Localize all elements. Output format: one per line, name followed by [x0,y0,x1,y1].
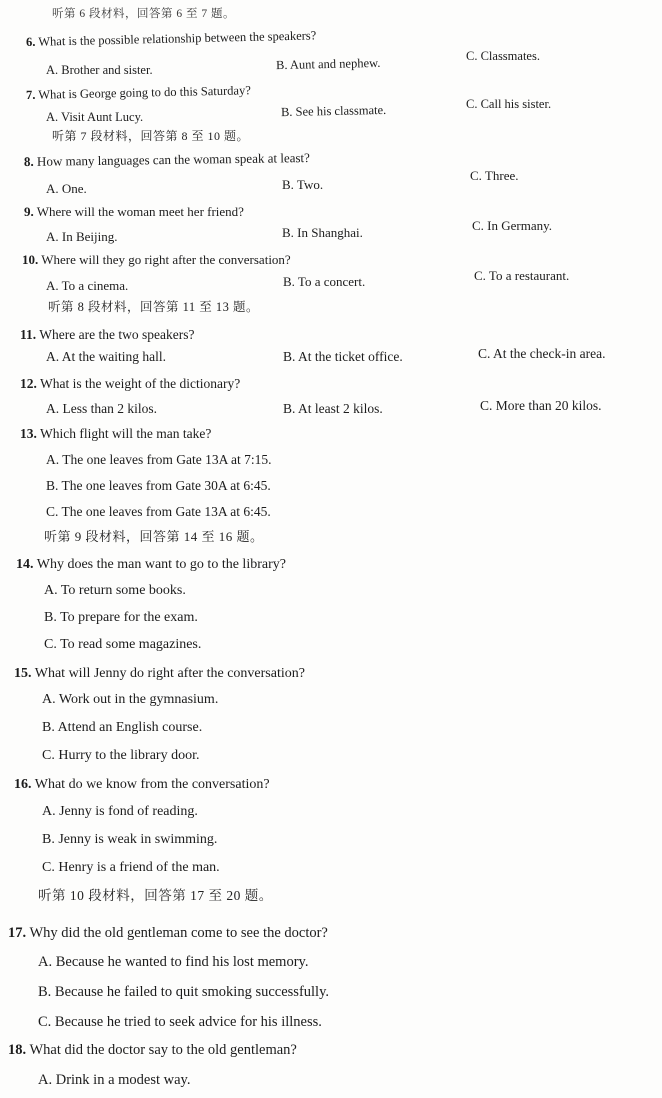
option-a: A. The one leaves from Gate 13A at 7:15. [46,452,272,467]
option-c: C. Three. [470,168,519,183]
question-9 [24,204,244,220]
option-c: C. Because he tried to seek advice for his illness. [38,1014,322,1030]
option-a: A. To return some books. [44,583,186,598]
question-text: How many languages can the woman speak at least? [36,150,310,169]
question-number: 14. [16,557,34,572]
question-number: 8. [23,153,34,169]
option-c: C. At the check-in area. [478,346,606,361]
option-b: B. Because he failed to quit smoking successfully. [38,984,330,1000]
option-a: A. Visit Aunt Lucy. [46,110,144,124]
question-18 [8,1042,297,1058]
section-header-9: 听第 9 段材料，回答第 14 至 16 题。 [44,529,264,544]
section-header-8: 听第 8 段材料，回答第 11 至 13 题。 [48,300,260,314]
question-text: What is the weight of the dictionary? [40,376,241,391]
question-8 [24,150,310,170]
question-text: Where will they go right after the conversation? [41,252,291,267]
option-c: C. Hurry to the library door. [42,748,200,763]
option-c: C. To read some magazines. [44,637,202,652]
question-text: Where are the two speakers? [39,327,195,342]
option-a: A. One. [46,181,87,196]
option-a: A. To a cinema. [46,278,129,293]
question-number: 12. [20,376,37,391]
question-text: Which flight will the man take? [40,426,212,441]
option-b: B. See his classmate. [280,102,387,120]
option-a: A. Drink in a modest way. [38,1072,191,1088]
option-a: A. Work out in the gymnasium. [42,692,219,707]
question-number: 16. [14,777,32,792]
option-c: C. The one leaves from Gate 13A at 6:45. [46,504,271,519]
question-text: Why does the man want to go to the library? [36,557,286,572]
question-text: What will Jenny do right after the conversation? [34,666,305,681]
question-text: What do we know from the conversation? [34,777,270,792]
question-15 [14,666,305,682]
question-number: 15. [14,666,32,681]
question-number: 11. [20,327,37,342]
option-c: C. More than 20 kilos. [480,398,602,413]
option-b: B. In Shanghai. [282,225,363,240]
question-10 [22,252,291,268]
option-a: A. Jenny is fond of reading. [42,804,198,819]
question-text: What is the possible relationship between the speakers? [38,28,317,49]
section-header-10: 听第 10 段材料，回答第 17 至 20 题。 [38,888,273,903]
option-b: B. Aunt and nephew. [275,55,381,73]
question-text: Why did the old gentleman come to see the doctor? [29,925,328,941]
question-text: What is George going to do this Saturday? [38,83,251,102]
option-c: C. In Germany. [472,218,553,233]
question-14 [16,557,286,573]
question-16 [14,777,270,793]
section-header-7: 听第 7 段材料，回答第 8 至 10 题。 [52,129,250,143]
question-text: What did the doctor say to the old gentleman? [29,1042,297,1058]
option-a: A. Brother and sister. [46,63,153,77]
question-number: 7. [25,87,36,102]
question-6 [26,27,317,50]
question-13 [20,426,211,442]
option-b: B. The one leaves from Gate 30A at 6:45. [46,478,271,493]
question-text: Where will the woman meet her friend? [36,204,244,219]
option-a: A. Less than 2 kilos. [46,401,157,416]
option-b: B. At least 2 kilos. [283,401,383,416]
question-number: 17. [8,925,27,941]
question-12 [20,376,240,392]
question-number: 13. [20,426,37,441]
option-c: C. Classmates. [466,49,540,63]
option-a: A. Because he wanted to find his lost memory. [38,954,309,970]
option-b: B. To a concert. [283,274,366,289]
option-c: C. Call his sister. [466,97,552,111]
option-a: A. In Beijing. [46,229,118,244]
option-b: B. Jenny is weak in swimming. [42,832,218,847]
question-number: 6. [25,34,36,49]
option-b: B. Attend an English course. [42,720,203,735]
question-number: 10. [22,252,39,267]
question-7 [26,82,251,103]
option-c: C. To a restaurant. [474,268,570,283]
option-b: B. Two. [282,177,324,192]
question-number: 18. [8,1042,27,1058]
question-number: 9. [24,204,34,219]
question-17 [8,925,328,941]
option-a: A. At the waiting hall. [46,349,166,364]
option-b: B. At the ticket office. [283,349,403,364]
option-b: B. To prepare for the exam. [44,610,198,625]
section-header-6: 听第 6 段材料，回答第 6 至 7 题。 [52,8,235,20]
option-c: C. Henry is a friend of the man. [42,860,220,875]
question-11 [20,327,194,343]
